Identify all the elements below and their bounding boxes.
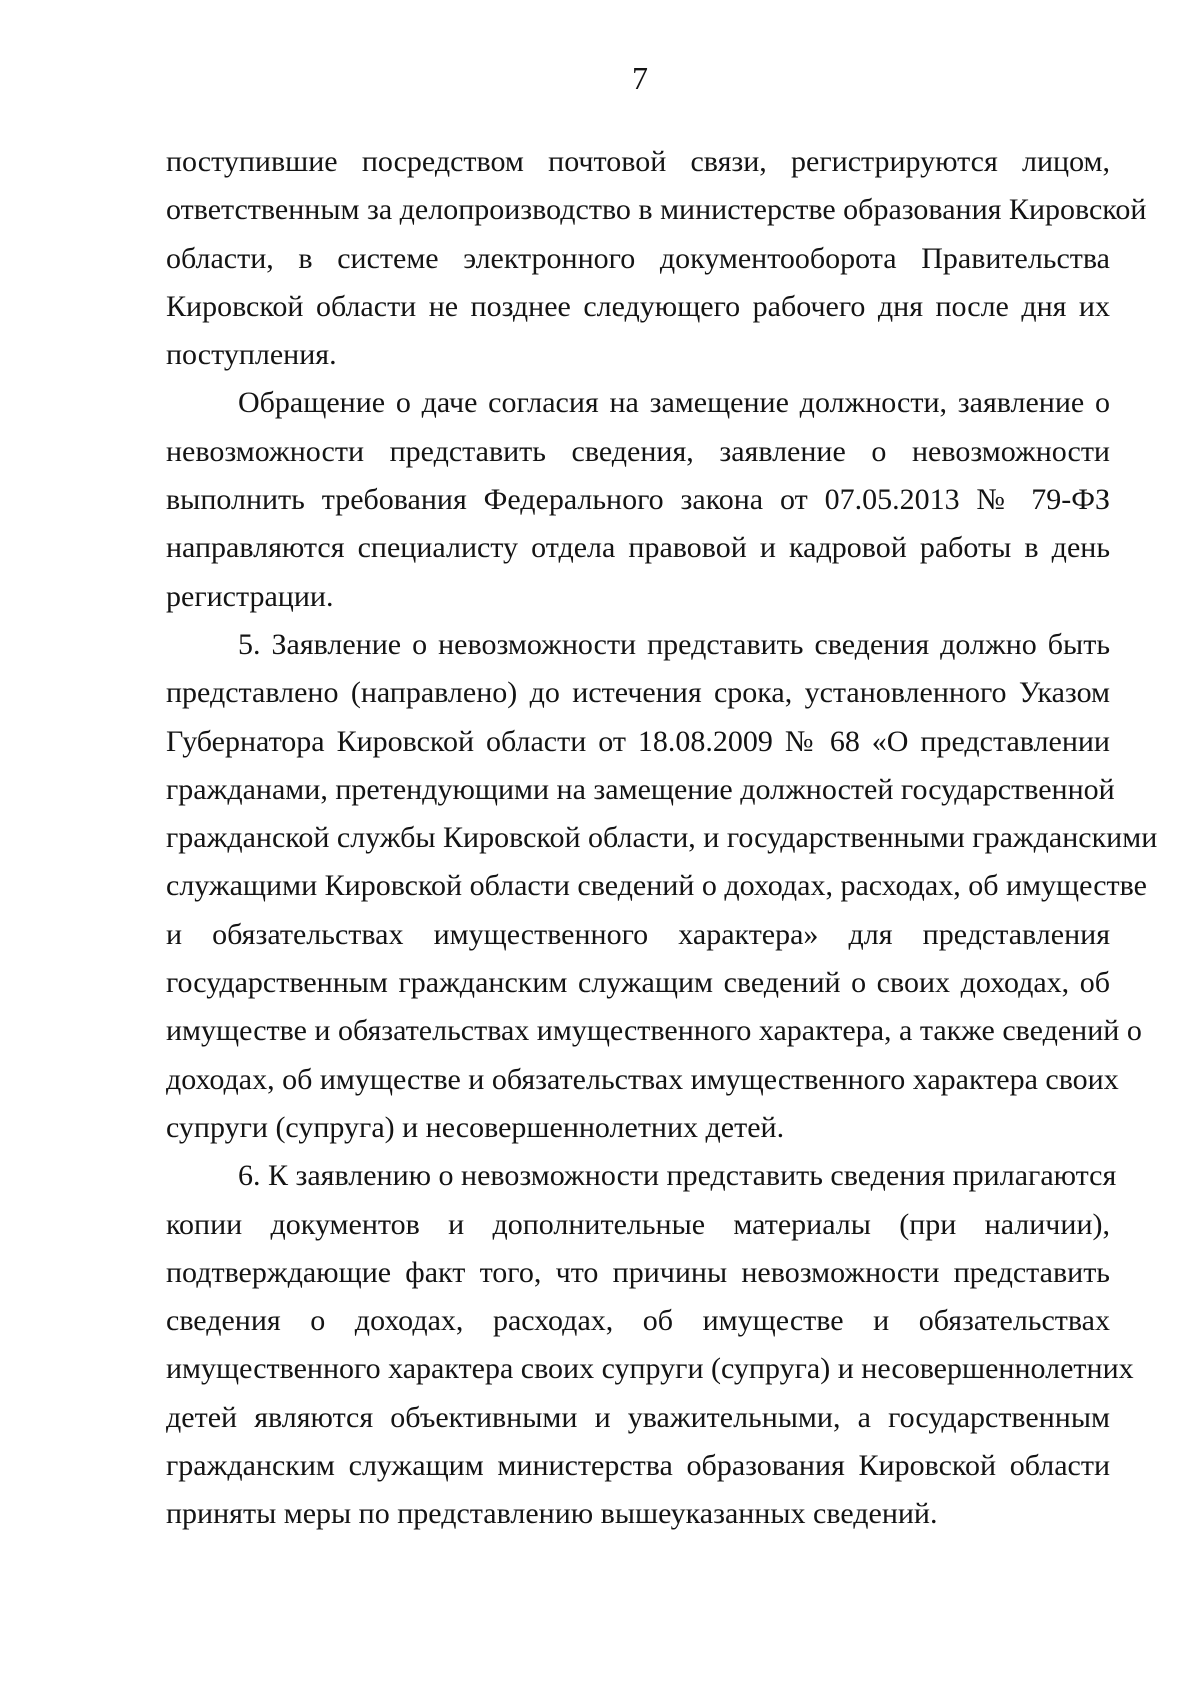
- paragraph: [166, 138, 1147, 379]
- text-line: имущественного характера своих супруги (супруга) и несовершеннолетних: [166, 1352, 1134, 1386]
- text-line: поступления.: [166, 338, 337, 372]
- text-line: представлено (направлено) до истечения срока, установленного Указом: [166, 676, 1110, 710]
- text-line: ответственным за делопроизводство в министерстве образования Кировской: [166, 193, 1147, 227]
- text-line: невозможности представить сведения, заявление о невозможности: [166, 434, 1110, 468]
- text-line: доходах, об имуществе и обязательствах имущественного характера своих: [166, 1062, 1119, 1096]
- text-line: Кировской области не позднее следующего рабочего дня после дня их: [166, 289, 1110, 323]
- text-line: выполнить требования Федерального закона от 07.05.2013 № 79-ФЗ: [166, 483, 1110, 517]
- text-line: поступившие посредством почтовой связи, регистрируются лицом,: [166, 145, 1110, 178]
- text-line: копии документов и дополнительные материалы (при наличии),: [166, 1207, 1110, 1241]
- text-line: супруги (супруга) и несовершеннолетних детей.: [166, 1110, 785, 1144]
- paragraph: [166, 1152, 1134, 1538]
- text-line: регистрации.: [166, 579, 334, 613]
- text-line: и обязательствах имущественного характера» для представления: [166, 917, 1110, 951]
- text-line: сведения о доходах, расходах, об имуществе и обязательствах: [166, 1304, 1110, 1338]
- text-line: гражданским служащим министерства образования Кировской области: [166, 1449, 1110, 1483]
- text-line: государственным гражданским служащим сведений о своих доходах, об: [166, 966, 1110, 1000]
- text-line: служащими Кировской области сведений о доходах, расходах, об имуществе: [166, 869, 1147, 903]
- paragraph: [166, 379, 1110, 620]
- text-line: 5. Заявление о невозможности представить сведения должно быть: [238, 627, 1110, 661]
- text-line: гражданской службы Кировской области, и государственными гражданскими: [166, 821, 1158, 855]
- text-line: подтверждающие факт того, что причины невозможности представить: [166, 1255, 1110, 1289]
- text-line: Обращение о даче согласия на замещение должности, заявление о: [238, 386, 1110, 420]
- page-number: 7: [632, 60, 648, 96]
- document-body: [166, 138, 1158, 1539]
- text-line: 6. К заявлению о невозможности представить сведения прилагаются: [238, 1159, 1117, 1193]
- paragraph: [166, 621, 1158, 1152]
- text-line: направляются специалисту отдела правовой и кадровой работы в день: [166, 531, 1110, 565]
- text-line: области, в системе электронного документооборота Правительства: [166, 241, 1110, 275]
- text-line: детей являются объективными и уважительными, а государственным: [166, 1400, 1110, 1434]
- text-line: гражданами, претендующими на замещение должностей государственной: [166, 772, 1115, 806]
- text-line: приняты меры по представлению вышеуказанных сведений.: [166, 1497, 938, 1531]
- text-line: имуществе и обязательствах имущественного характера, а также сведений о: [166, 1014, 1142, 1048]
- text-line: Губернатора Кировской области от 18.08.2009 № 68 «О представлении: [166, 724, 1110, 758]
